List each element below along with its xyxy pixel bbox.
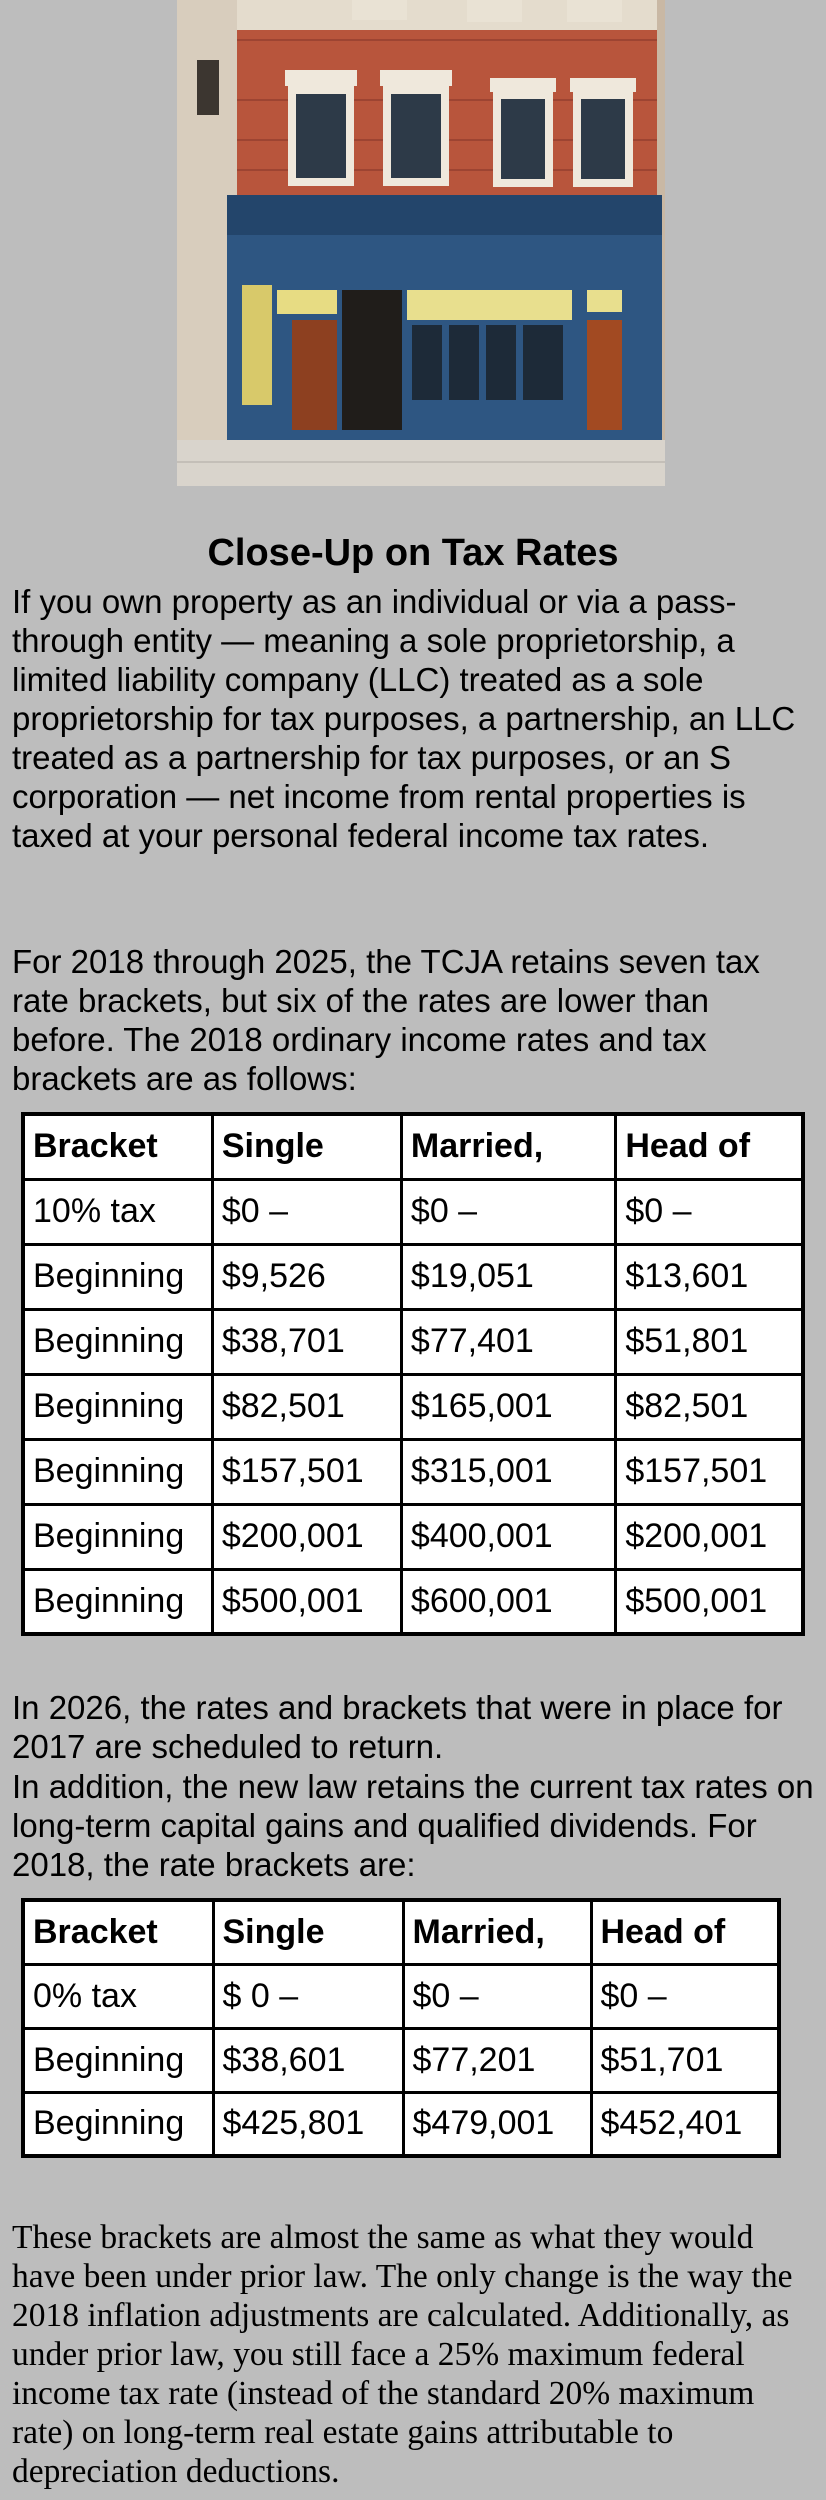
return-2026-paragraph: In 2026, the rates and brackets that were in place for 2017 are scheduled to return. [12, 1689, 783, 1765]
table-cell: $479,001 [403, 2092, 591, 2156]
table-cell: $400,001 [401, 1504, 615, 1569]
table-cell: $82,501 [616, 1374, 803, 1439]
intro-paragraph: If you own property as an individual or via a pass-through entity — meaning a sole proprietorship, a limited liability company (LLC) treated as a sole proprietorship for tax purposes, a partnership, an LLC treated as a partnership for tax purposes, or an S corporation — net income from rental properties is taxed at your personal federal income tax rates. [12, 583, 796, 854]
table-cell: $600,001 [401, 1569, 615, 1634]
table-header-cell: Head of [616, 1114, 803, 1179]
table-cell: $0 – [401, 1179, 615, 1244]
table-row [23, 1309, 803, 1374]
table-header-row [23, 1900, 779, 1964]
table-header-cell: Single [213, 1900, 403, 1964]
closing-paragraph: These brackets are almost the same as what they would have been under prior law. The only change is the way the 2018 inflation adjustments are calculated. Additionally, as under prior law, you still face a 25% maximum federal income tax rate (instead of the standard 20% maximum rate) on long-term real estate gains attributable to depreciation deductions. [12, 2219, 793, 2490]
table-cell: $452,401 [591, 2092, 779, 2156]
table-row [23, 2092, 779, 2156]
table-header-cell: Bracket [23, 1900, 213, 1964]
table-header-row [23, 1114, 803, 1179]
capital-gains-paragraph: In addition, the new law retains the current tax rates on long-term capital gains and qualified dividends. For 2018, the rate brackets are: [12, 1768, 814, 1883]
table-cell: $425,801 [213, 2092, 403, 2156]
table-cell: $200,001 [212, 1504, 401, 1569]
table-cell: Beginning [23, 1374, 212, 1439]
table-cell: $165,001 [401, 1374, 615, 1439]
table-cell: $51,801 [616, 1309, 803, 1374]
table-cell: $157,501 [212, 1439, 401, 1504]
table-cell: 10% tax [23, 1179, 212, 1244]
table-row [23, 1374, 803, 1439]
storefront-illustration [177, 0, 665, 486]
table-cell: $0 – [212, 1179, 401, 1244]
table-row [23, 1244, 803, 1309]
table-cell: $13,601 [616, 1244, 803, 1309]
table-row [23, 1964, 779, 2028]
tcja-paragraph: For 2018 through 2025, the TCJA retains seven tax rate brackets, but six of the rates are lower than before. The 2018 ordinary income rates and tax brackets are as follows: [12, 943, 760, 1097]
table-cell: Beginning [23, 2092, 213, 2156]
table-header-cell: Married, [401, 1114, 615, 1179]
table-cell: $ 0 – [213, 1964, 403, 2028]
table-row [23, 2028, 779, 2092]
table-cell: $200,001 [616, 1504, 803, 1569]
table-cell: Beginning [23, 1244, 212, 1309]
table-cell: $38,601 [213, 2028, 403, 2092]
table-row [23, 1439, 803, 1504]
table-cell: $157,501 [616, 1439, 803, 1504]
table-cell: $500,001 [212, 1569, 401, 1634]
table-header-cell: Head of [591, 1900, 779, 1964]
table-cell: $315,001 [401, 1439, 615, 1504]
table-cell: $0 – [591, 1964, 779, 2028]
table-cell: $0 – [403, 1964, 591, 2028]
storefront-photo [177, 0, 665, 486]
table-header-cell: Single [212, 1114, 401, 1179]
ordinary-income-table [21, 1112, 805, 1636]
table-cell: Beginning [23, 1569, 212, 1634]
table-cell: $38,701 [212, 1309, 401, 1374]
table-row [23, 1569, 803, 1634]
table-cell: $77,201 [403, 2028, 591, 2092]
table-cell: 0% tax [23, 1964, 213, 2028]
table-row [23, 1179, 803, 1244]
capital-gains-table [21, 1898, 781, 2158]
table-cell: $500,001 [616, 1569, 803, 1634]
table-cell: $82,501 [212, 1374, 401, 1439]
table-cell: $9,526 [212, 1244, 401, 1309]
table-cell: $0 – [616, 1179, 803, 1244]
page-title: Close-Up on Tax Rates [207, 532, 619, 574]
table-cell: Beginning [23, 1309, 212, 1374]
table-header-cell: Bracket [23, 1114, 212, 1179]
table-cell: $77,401 [401, 1309, 615, 1374]
table-cell: Beginning [23, 1439, 212, 1504]
table-cell: Beginning [23, 1504, 212, 1569]
table-cell: Beginning [23, 2028, 213, 2092]
table-cell: $51,701 [591, 2028, 779, 2092]
table-cell: $19,051 [401, 1244, 615, 1309]
table-header-cell: Married, [403, 1900, 591, 1964]
table-row [23, 1504, 803, 1569]
